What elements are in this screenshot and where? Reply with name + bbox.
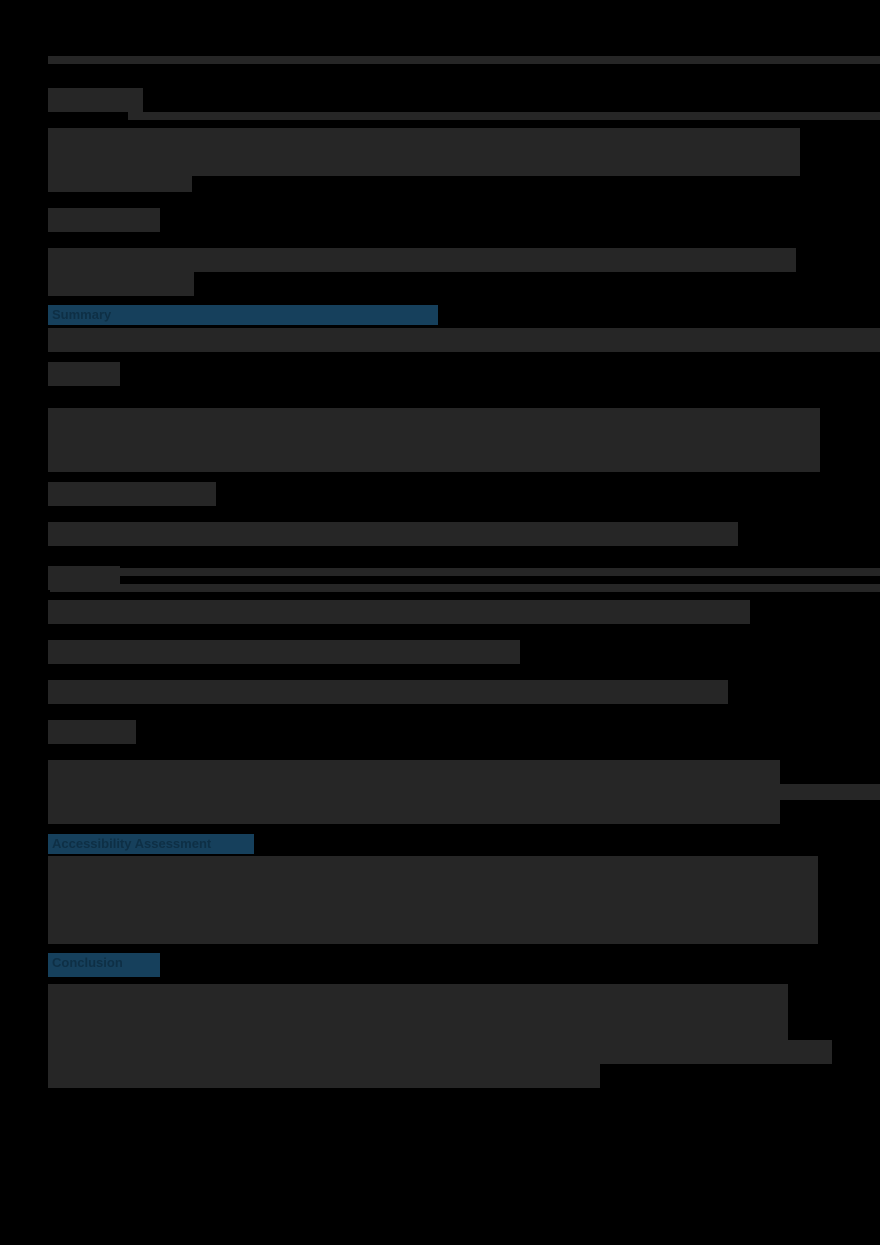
redacted-subheading (48, 208, 160, 232)
section-heading: Conclusion (48, 953, 160, 977)
redacted-paragraph (48, 1064, 600, 1088)
section-heading: Summary (48, 305, 438, 325)
redacted-paragraph (48, 856, 818, 944)
redacted-subheading (48, 482, 216, 506)
section-heading: Accessibility Assessment (48, 834, 254, 854)
redacted-paragraph-end (48, 272, 194, 296)
redacted-subheading (48, 720, 136, 744)
top-rule (48, 56, 880, 64)
redacted-rule (50, 584, 880, 592)
redacted-rule (128, 112, 880, 120)
redacted-paragraph (48, 128, 800, 176)
redacted-paragraph (48, 408, 820, 472)
redacted-line (48, 328, 880, 352)
redacted-rule (120, 568, 880, 576)
redacted-line (48, 640, 520, 664)
redacted-subheading (48, 362, 120, 386)
redacted-line (48, 680, 728, 704)
redacted-paragraph (48, 248, 796, 272)
redacted-line (48, 600, 750, 624)
redacted-subheading (48, 88, 143, 112)
redacted-paragraph (48, 760, 780, 824)
redacted-paragraph (48, 522, 738, 546)
redacted-paragraph-tail (600, 1040, 832, 1064)
redacted-paragraph-end (48, 176, 192, 192)
redacted-paragraph-tail (780, 784, 880, 800)
